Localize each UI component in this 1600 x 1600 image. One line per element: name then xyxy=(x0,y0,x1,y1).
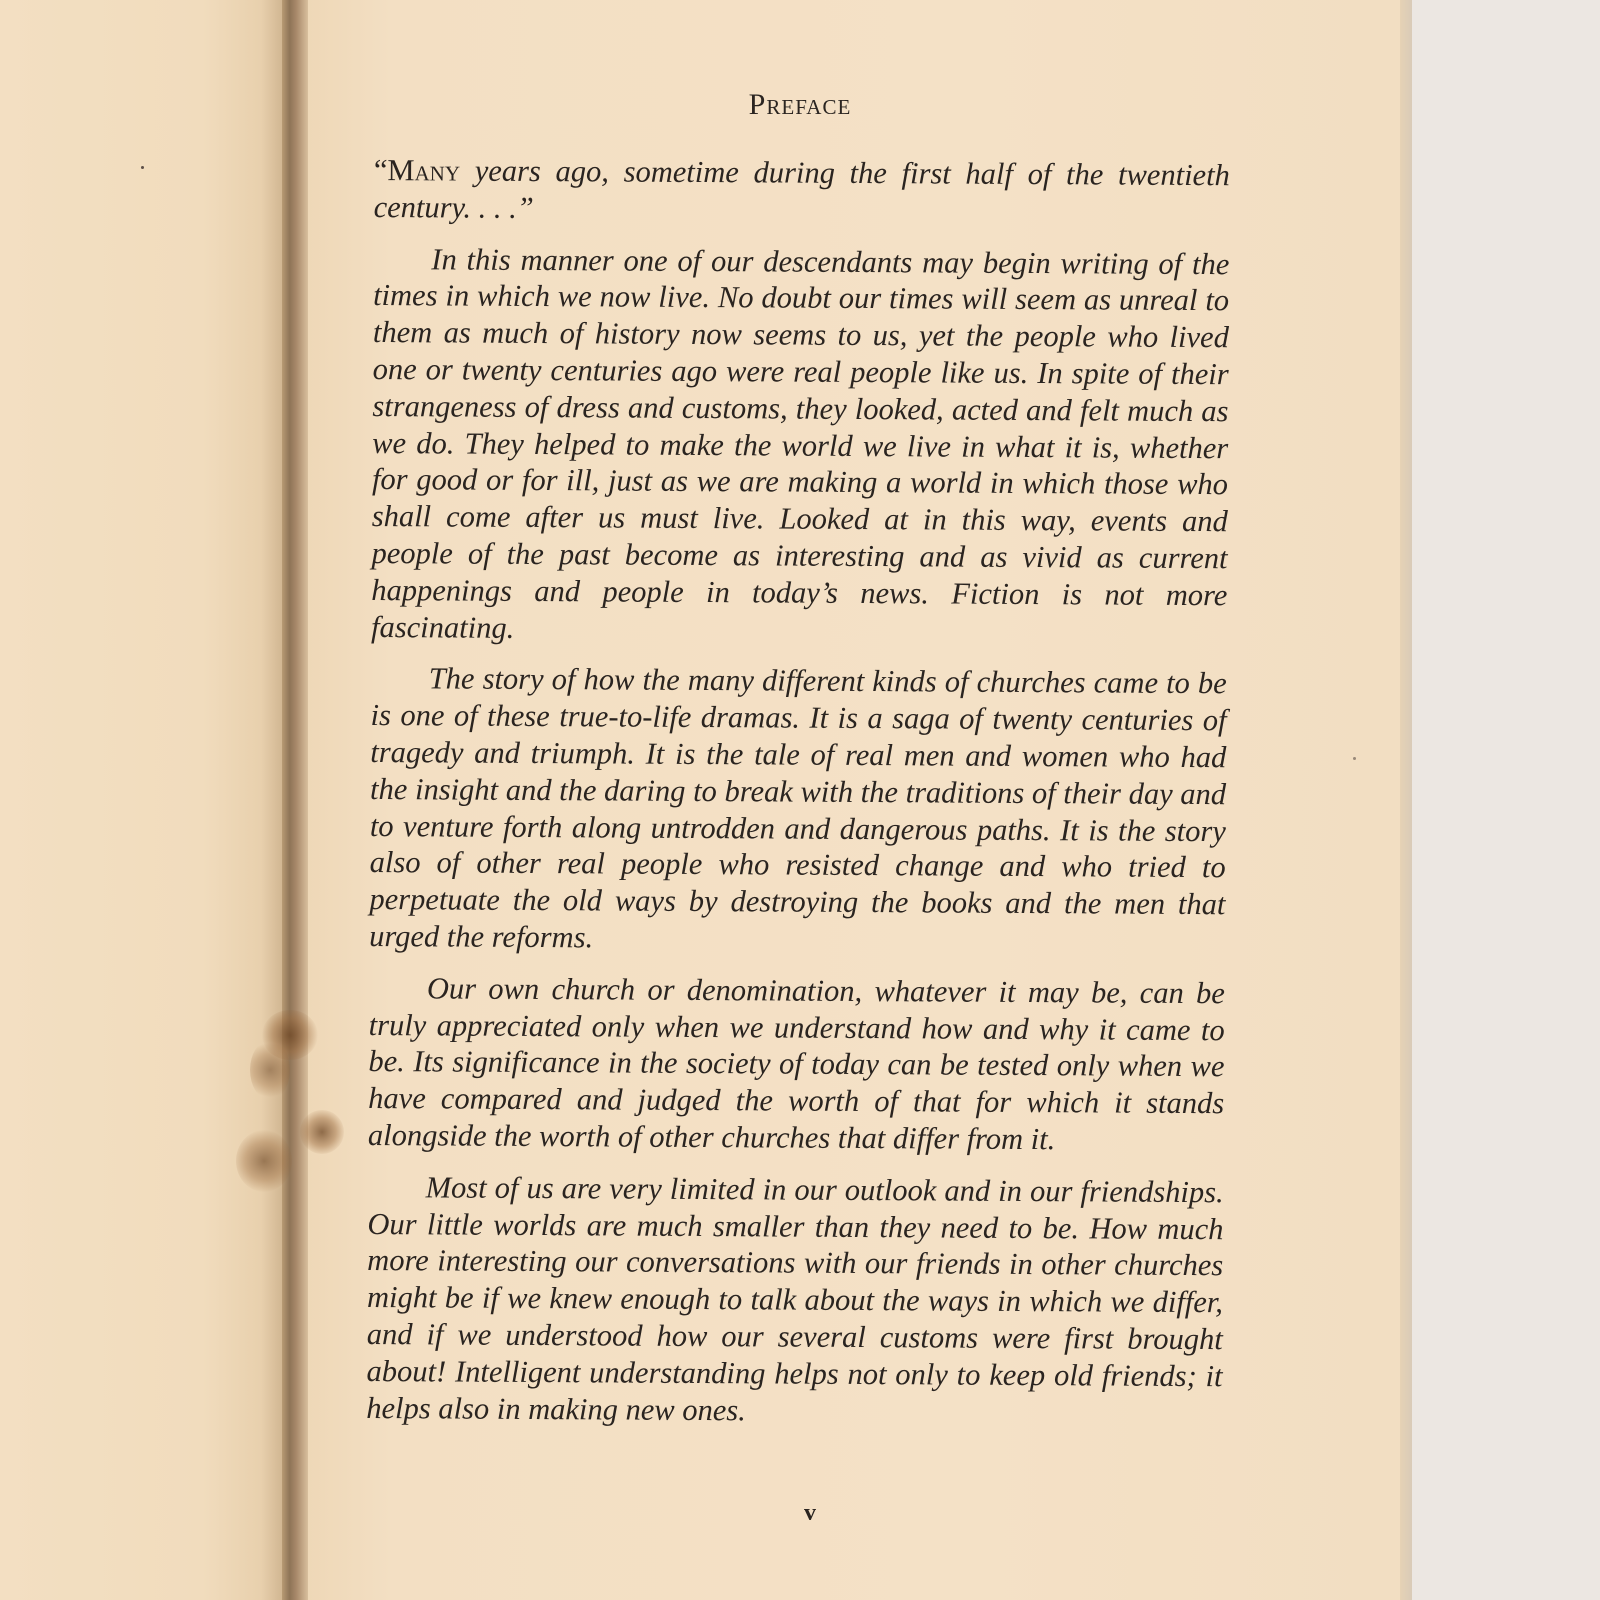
preface-body xyxy=(366,152,1230,1447)
foxing-stain xyxy=(236,1130,292,1192)
foxing-stain xyxy=(300,1110,344,1154)
lead-word: “Many xyxy=(373,152,461,188)
running-head: Preface xyxy=(748,88,852,121)
foxing-stain xyxy=(250,1040,290,1100)
paper-speck xyxy=(1353,757,1356,760)
paragraph-5: Most of us are very limited in our outlook and in our friendships. Our little worlds are much smaller than they need to be. How much more interesting our conversations with our friends in other churches might be if we knew enough to talk about the ways in which we differ, and if we understood how our several customs were first brought about! Intelligent understanding helps not only to keep old friends; it helps also in making new ones. xyxy=(366,1170,1224,1427)
paragraph-text: years ago, sometime during the first half of the twentieth century. . . .” xyxy=(373,153,1230,225)
paper-speck xyxy=(141,166,144,169)
left-page xyxy=(0,0,290,1600)
page-edge xyxy=(1400,0,1412,1600)
book-gutter xyxy=(282,0,308,1600)
paragraph-2: In this manner one of our descendants may begin writing of the times in which we now live. No doubt our times will seem as unreal to them as much of history now seems to us, yet the people who lived one or twenty centuries ago were real people like us. In spite of their strangeness of dress and customs, they looked, acted and felt much as we do. They helped to make the world we live in what it is, whether for good or for ill, just as we are making a world in which those who shall come after us must live. Looked at in this way, events and people of the past become as interesting and as vivid as current happenings and people in today’s news. Fiction is not more fascinating. xyxy=(370,241,1230,645)
page-number: v xyxy=(804,1500,816,1526)
paragraph-3: The story of how the many different kinds of churches came to be is one of these true-to-life dramas. It is a saga of twenty centuries of tragedy and triumph. It is the tale of real men and women who had the insight and the daring to break with the traditions of their day and to venture forth along untrodden and dangerous paths. It is the story also of other real people who resisted change and who tried to perpetuate the old ways by destroying the books and the men that urged the reforms. xyxy=(369,661,1227,955)
paragraph-4: Our own church or denomination, whatever it may be, can be truly appreciated only when we understand how and why it came to be. Its significance in the society of today can be tested only when we have compared and judged the worth of that for which it stands alongside the worth of other churches that differ from it. xyxy=(367,971,1225,1157)
paragraph-1 xyxy=(374,152,1230,231)
